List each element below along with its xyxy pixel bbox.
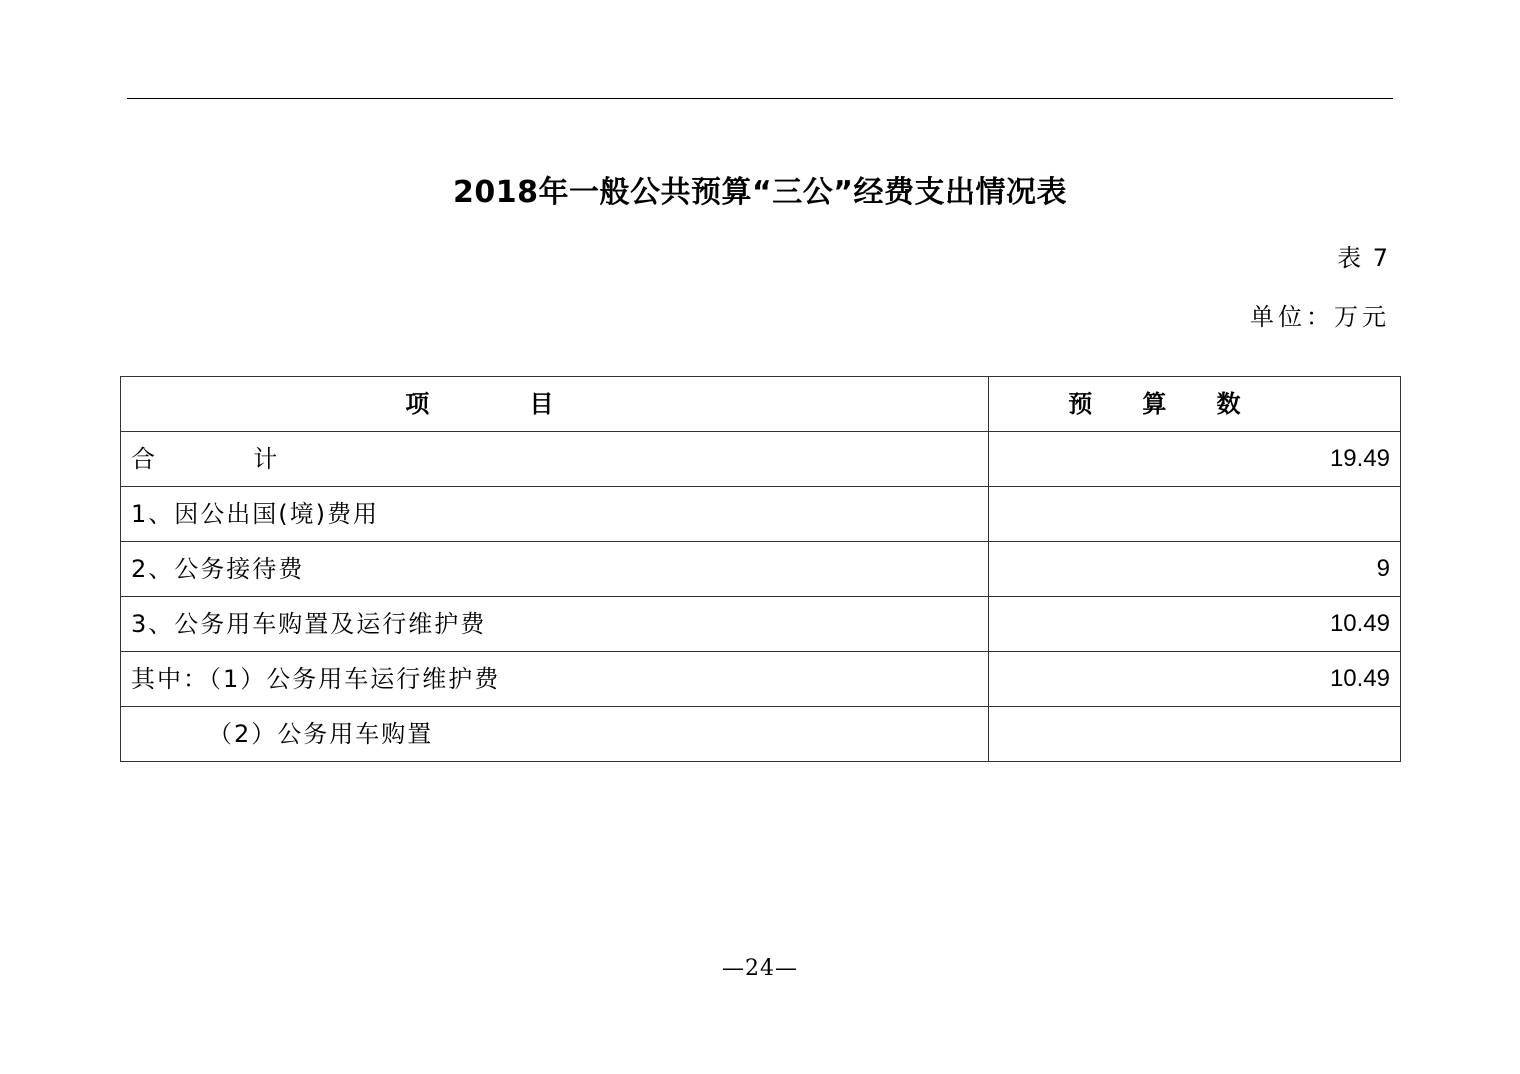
table-row-overseas-travel	[121, 487, 1401, 542]
row-amount-value: 10.49	[988, 652, 1400, 707]
table-row-total	[121, 432, 1401, 487]
table-number: 表 7	[1337, 244, 1390, 272]
header-amount: 预 算 数	[988, 377, 1400, 432]
row-item-label: 3、公务用车购置及运行维护费	[121, 597, 989, 652]
row-amount-value: 10.49	[988, 597, 1400, 652]
row-amount-value	[988, 707, 1400, 762]
document-title: 2018年一般公共预算“三公”经费支出情况表	[453, 175, 1067, 210]
table-header-row	[121, 377, 1401, 432]
page-number: —24—	[722, 956, 798, 981]
row-amount-value: 19.49	[988, 432, 1400, 487]
row-item-label: 其中：（1）公务用车运行维护费	[121, 652, 989, 707]
row-amount-value	[988, 487, 1400, 542]
table-row-vehicle-purchase	[121, 707, 1401, 762]
unit-label: 单位：万元	[1250, 303, 1390, 331]
table-row-vehicles	[121, 597, 1401, 652]
row-item-label: 合 计	[121, 432, 989, 487]
header-rule	[127, 98, 1393, 99]
row-amount-value: 9	[988, 542, 1400, 597]
budget-table	[120, 376, 1401, 762]
row-item-label: （2）公务用车购置	[121, 707, 989, 762]
row-item-label: 1、因公出国(境)费用	[121, 487, 989, 542]
header-item: 项 目	[121, 377, 989, 432]
table-row-reception	[121, 542, 1401, 597]
table-row-vehicle-maintenance	[121, 652, 1401, 707]
row-item-label: 2、公务接待费	[121, 542, 989, 597]
